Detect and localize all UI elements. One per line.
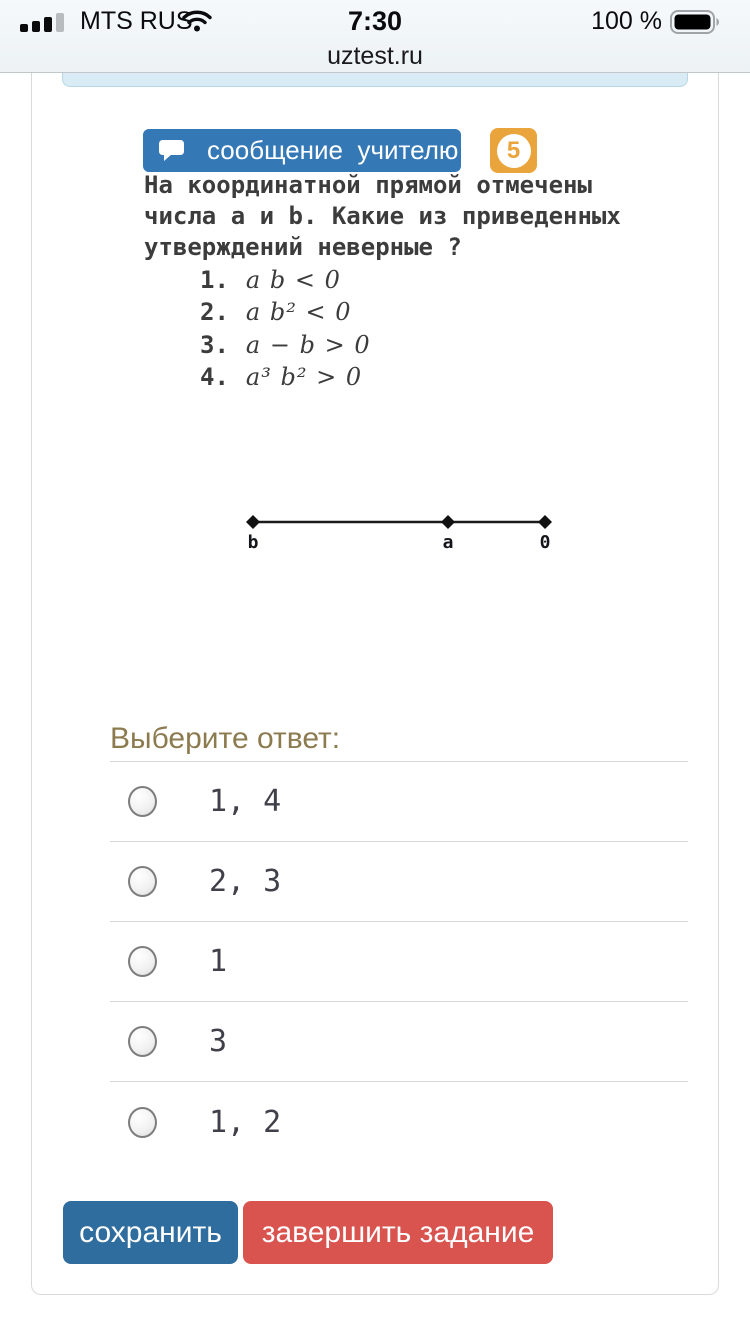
status-bar bbox=[0, 0, 750, 42]
statement-item bbox=[200, 266, 371, 298]
message-teacher-label: сообщение учителю bbox=[207, 135, 459, 165]
message-teacher-button[interactable] bbox=[143, 129, 461, 172]
panel-header-remnant bbox=[62, 73, 688, 87]
finish-task-button[interactable]: завершить задание bbox=[243, 1201, 553, 1264]
answer-option-row[interactable] bbox=[110, 922, 688, 1002]
statement-expression: a b² < 0 bbox=[245, 298, 352, 327]
point-b-label: b bbox=[247, 532, 259, 553]
statement-number: 1. bbox=[200, 266, 229, 294]
battery-percent: 100 % bbox=[591, 7, 662, 35]
statement-list bbox=[200, 266, 371, 396]
battery-icon bbox=[670, 10, 720, 34]
chat-bubble-icon bbox=[158, 139, 185, 162]
statement-item bbox=[200, 298, 371, 330]
clock: 7:30 bbox=[347, 6, 403, 36]
notification-badge[interactable] bbox=[490, 128, 537, 173]
statement-item bbox=[200, 331, 371, 363]
battery-group bbox=[591, 7, 720, 36]
safari-top-bar bbox=[0, 0, 750, 73]
radio-button[interactable] bbox=[128, 786, 157, 817]
answer-option-row[interactable] bbox=[110, 1002, 688, 1082]
point-a-label: a bbox=[442, 532, 454, 553]
carrier-label: MTS RUS bbox=[80, 7, 193, 35]
badge-circle bbox=[497, 134, 531, 168]
answer-label: 2, 3 bbox=[209, 864, 282, 899]
statement-number: 4. bbox=[200, 363, 229, 392]
statement-expression: a − b > 0 bbox=[245, 330, 371, 359]
answer-label: 1, 2 bbox=[209, 1104, 282, 1140]
statement-item bbox=[200, 363, 371, 395]
point-0-marker bbox=[538, 515, 552, 529]
answer-option-row[interactable] bbox=[110, 842, 688, 922]
statement-expression: a b < 0 bbox=[245, 266, 341, 294]
badge-count: 5 bbox=[506, 136, 521, 164]
answer-label: 1, 4 bbox=[209, 784, 282, 819]
question-line: На координатной прямой отмечены bbox=[144, 171, 592, 199]
radio-button[interactable] bbox=[128, 1107, 157, 1138]
answer-label: 1 bbox=[209, 944, 228, 979]
radio-button[interactable] bbox=[128, 866, 157, 897]
address-bar[interactable]: uztest.ru bbox=[327, 42, 423, 70]
answer-label: 3 bbox=[209, 1024, 228, 1059]
number-line-figure bbox=[240, 503, 570, 553]
question-line: утверждений неверные ? bbox=[144, 233, 462, 261]
answers-heading: Выберите ответ: bbox=[110, 722, 341, 755]
question-text bbox=[144, 170, 656, 263]
answers-list bbox=[110, 761, 688, 1162]
question-line: числа a и b. Какие из приведенных bbox=[144, 202, 621, 230]
radio-button[interactable] bbox=[128, 946, 157, 977]
radio-button[interactable] bbox=[128, 1026, 157, 1057]
save-button[interactable]: сохранить bbox=[63, 1201, 238, 1264]
point-b-marker bbox=[246, 515, 260, 529]
statement-number: 2. bbox=[200, 298, 229, 327]
point-a-marker bbox=[441, 515, 455, 529]
point-0-label: 0 bbox=[539, 532, 551, 553]
answer-option-row[interactable] bbox=[110, 762, 688, 842]
statement-expression: a³ b² > 0 bbox=[245, 363, 363, 392]
answer-option-row[interactable] bbox=[110, 1082, 688, 1162]
statement-number: 3. bbox=[200, 330, 229, 359]
